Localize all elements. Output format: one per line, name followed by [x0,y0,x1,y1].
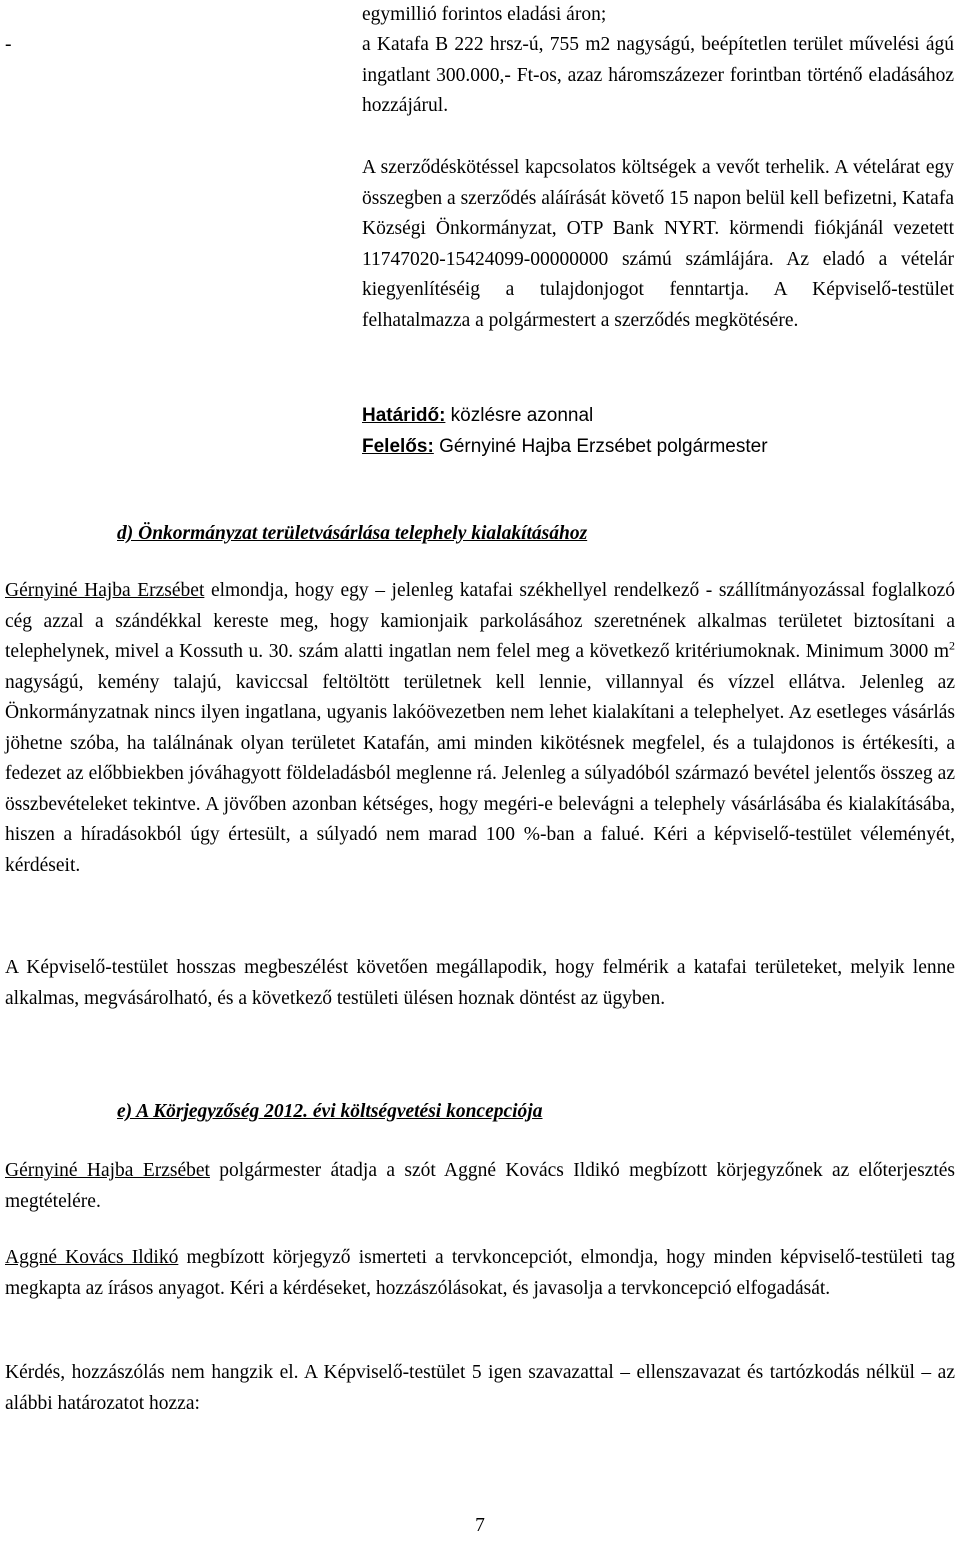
section-e-p1-text: polgármester átadja a szót Aggné Kovács Ildikó megbízott körjegyzőnek az előterjesztés megtételére. [5,1160,955,1212]
section-e-p1 [5,1156,955,1217]
deadline-block [362,400,954,462]
continuation-text: egymillió forintos eladási áron; [362,4,607,25]
section-e-heading: e) A Körjegyzőség 2012. évi költségvetési koncepciója [117,1101,543,1122]
speaker-name: Gérnyiné Hajba Erzsébet [5,580,205,601]
responsible-label: Felelős: [362,436,434,457]
speaker-name: Gérnyiné Hajba Erzsébet [5,1160,210,1181]
responsible-line [362,431,954,462]
superscript: 2 [949,638,955,653]
deadline-line [362,400,954,431]
resolution-paragraph [362,153,954,336]
section-d-text-1: elmondja, hogy egy – jelenleg katafai székhellyel rendelkező - szállítmányozással foglalkozó cég azzal a szándékkal kereste meg, hogy kamionjaik parkolásához szeretnének alkalmas területet biztosítani a telephelynek, mivel a Kossuth u. 30. szám alatti ingatlan nem felel meg a következő kritériumoknak. Minimum 3000 m [5,580,955,662]
section-e-p2 [5,1243,955,1304]
section-e-p2-text: megbízott körjegyző ismerteti a tervkoncepciót, elmondja, hogy minden képviselő-testületi tag megkapta az írásos anyagot. Kéri a kérdéseket, hozzászólásokat, és javasolja a tervkoncepció elfogadását. [5,1247,955,1299]
page-number: 7 [475,1515,485,1536]
deadline-value: közlésre azonnal [445,405,594,426]
bullet-dash: - [5,34,12,55]
section-e-p3: Kérdés, hozzászólás nem hangzik el. A Képviselő-testület 5 igen szavazattal – ellenszavazat és tartózkodás nélkül – az alábbi határozatot hozza: [5,1362,955,1414]
section-d-text-2: nagyságú, kemény talajú, kaviccsal feltöltött területnek kell lennie, villannyal és vízzel ellátva. Jelenleg az Önkormányzatnak nincs ilyen ingatlana, ugyanis lakóövezetben nem lehet kialakítani a telephelyet. Az esetleges vásárlás jöhetne szóba, ha találnának olyan területet Katafán, ami minden kikötésnek megfelel, és a tulajdonos is értékesíti, a fedezet az előbbiekben jóváhagyott földeladásból meglenne rá. Jelenleg a súlyadóból származó bevétel jelentős összeg az összbevételeket tekintve. A jövőben azonban kétséges, hogy megéri-e belevágni a telephely vásárlásába és kialakításába, hiszen a híradásokból úgy értesült, a súlyadó nem marad 100 %-ban a falué. Kéri a képviselő-testület véleményét, kérdéseit. [5,671,955,876]
speaker-name: Aggné Kovács Ildikó [5,1247,179,1268]
deadline-label: Határidő: [362,405,446,426]
section-e-paragraph-3 [5,1358,955,1419]
decision-text: A Képviselő-testület hosszas megbeszélést követően megállapodik, hogy felmérik a katafai területeket, melyik lenne alkalmas, megvásárolható, és a következő testületi ülésen hoznak döntést az ügyben. [5,957,955,1009]
section-d-body [5,576,955,881]
section-d-heading: d) Önkormányzat területvásárlása telephely kialakításához [117,523,588,544]
section-d-decision [5,953,955,1014]
section-e-paragraph-1 [5,1156,955,1217]
bullet-text: a Katafa B 222 hrsz-ú, 755 m2 nagyságú, beépítetlen terület művelési ágú ingatlant 300.000,- Ft-os, azaz háromszázezer forintban történő eladásához hozzájárul. [362,34,954,116]
section-e-paragraph-2 [5,1243,955,1304]
resolution-text: A szerződéskötéssel kapcsolatos költségek a vevőt terhelik. A vételárat egy összegben a szerződés aláírását követő 15 napon belül kell befizetni, Katafa Községi Önkormányzat, OTP Bank NYRT. körmendi fiókjánál vezetett 11747020-15424099-00000000 számú számlájára. Az eladó a vételár kiegyenlítéséig a tulajdonjogot fenntartja. A Képviselő-testület felhatalmazza a polgármestert a szerződés megkötésére. [362,157,954,331]
responsible-value: Gérnyiné Hajba Erzsébet polgármester [433,436,768,457]
section-d-paragraph [5,576,955,881]
continuation-line [362,0,954,31]
